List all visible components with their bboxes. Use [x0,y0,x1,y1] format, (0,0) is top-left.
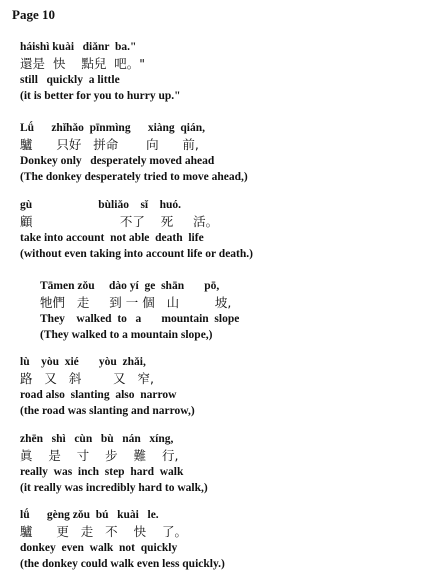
hanzi-line: 眞 是 寸 步 難 行, [20,448,179,463]
gloss-line: road also slanting also narrow [20,389,177,401]
translation-line: (the road was slanting and narrow,) [20,405,195,417]
gloss-line: They walked to a mountain slope [40,313,240,325]
translation-line: (The donkey desperately tried to move ahead,) [20,171,248,183]
hanzi-line: 驢 只好 拼命 向 前, [20,137,199,152]
translation-line: (it is better for you to hurry up." [20,90,181,102]
pinyin-line: gù bùliǎo sǐ huó. [20,199,182,211]
page-number: Page 10 [12,7,55,22]
pinyin-line: Lǘ zhǐhǎo pīnmìng xiàng qián, [20,122,206,134]
translation-line: (They walked to a mountain slope,) [40,329,213,341]
pinyin-line: zhēn shì cùn bù nán xíng, [20,433,174,445]
hanzi-line: 還是 快 點兒 吧。" [20,56,146,71]
pinyin-line: lù yòu xié yòu zhǎi, [20,356,146,368]
gloss-line: Donkey only desperately moved ahead [20,155,215,167]
gloss-line: really was inch step hard walk [20,466,184,478]
gloss-line: donkey even walk not quickly [20,542,178,554]
translation-line: (it really was incredibly hard to walk,) [20,482,208,494]
hanzi-line: 路 又 斜 又 窄, [20,371,155,386]
gloss-line: take into account not able death life [20,232,204,244]
hanzi-line: 牠們 走 到 一 個 山 坡, [40,295,232,310]
hanzi-line: 驢 更 走 不 快 了。 [20,524,187,539]
pinyin-line: lǘ gèng zǒu bú kuài le. [20,509,159,521]
hanzi-line: 顧 不了 死 活。 [20,214,219,229]
pinyin-line: Tāmen zǒu dào yí ge shān pō, [40,280,220,292]
gloss-line: still quickly a little [20,74,120,86]
pinyin-line: háishì kuài diǎnr ba." [20,41,137,53]
translation-line: (the donkey could walk even less quickly.) [20,558,225,570]
translation-line: (without even taking into account life or death.) [20,248,253,260]
